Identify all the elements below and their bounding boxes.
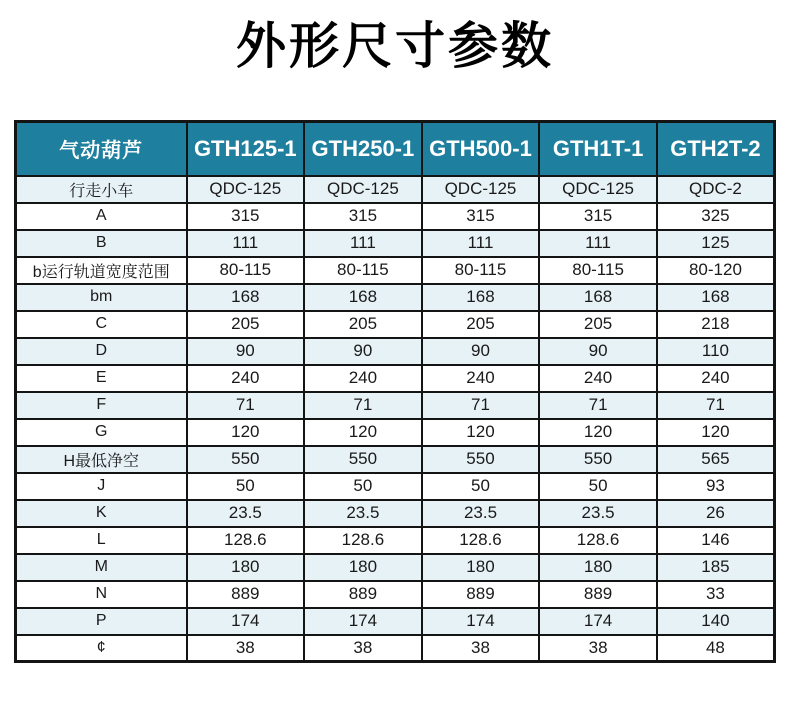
row-value: 128.6: [304, 527, 422, 554]
header-cell-product: 气动葫芦: [16, 122, 187, 176]
table-row: [16, 176, 775, 203]
row-value: 218: [657, 311, 775, 338]
row-value: 565: [657, 446, 775, 473]
header-cell-model-2: GTH250-1: [304, 122, 422, 176]
row-value: 33: [657, 581, 775, 608]
row-value: 90: [422, 338, 540, 365]
row-value: 71: [187, 392, 305, 419]
row-value: 50: [539, 473, 657, 500]
row-value: 111: [539, 230, 657, 257]
row-value: 23.5: [539, 500, 657, 527]
row-value: 889: [187, 581, 305, 608]
row-value: 140: [657, 608, 775, 635]
row-value: 205: [422, 311, 540, 338]
row-value: 180: [539, 554, 657, 581]
row-value: 205: [187, 311, 305, 338]
row-value: 550: [539, 446, 657, 473]
row-label: B: [16, 230, 187, 257]
row-label: bm: [16, 284, 187, 311]
row-value: 550: [187, 446, 305, 473]
row-label: C: [16, 311, 187, 338]
row-label: P: [16, 608, 187, 635]
row-value: 23.5: [187, 500, 305, 527]
row-value: 71: [539, 392, 657, 419]
row-label: K: [16, 500, 187, 527]
row-label: J: [16, 473, 187, 500]
row-value: 174: [304, 608, 422, 635]
row-value: 120: [187, 419, 305, 446]
row-value: 120: [304, 419, 422, 446]
row-value: 146: [657, 527, 775, 554]
table-row: [16, 635, 775, 662]
row-value: 315: [422, 203, 540, 230]
table-body: [16, 176, 775, 662]
row-value: 90: [539, 338, 657, 365]
row-value: 128.6: [187, 527, 305, 554]
row-value: 889: [422, 581, 540, 608]
row-value: 180: [187, 554, 305, 581]
row-value: 50: [422, 473, 540, 500]
row-value: 125: [657, 230, 775, 257]
row-value: 240: [657, 365, 775, 392]
row-value: QDC-2: [657, 176, 775, 203]
row-value: 180: [422, 554, 540, 581]
row-value: 168: [304, 284, 422, 311]
row-value: 111: [304, 230, 422, 257]
row-value: 26: [657, 500, 775, 527]
row-value: 240: [539, 365, 657, 392]
row-label: L: [16, 527, 187, 554]
table-row: [16, 608, 775, 635]
row-value: 38: [422, 635, 540, 662]
row-value: QDC-125: [539, 176, 657, 203]
table-row: [16, 284, 775, 311]
row-value: 80-115: [304, 257, 422, 284]
row-value: 174: [187, 608, 305, 635]
row-value: 71: [657, 392, 775, 419]
row-value: 38: [187, 635, 305, 662]
row-value: 111: [422, 230, 540, 257]
row-label: M: [16, 554, 187, 581]
row-value: 889: [304, 581, 422, 608]
row-value: 180: [304, 554, 422, 581]
row-value: 120: [539, 419, 657, 446]
row-value: 315: [539, 203, 657, 230]
row-value: 205: [539, 311, 657, 338]
row-value: 71: [304, 392, 422, 419]
header-cell-model-3: GTH500-1: [422, 122, 540, 176]
table-row: [16, 338, 775, 365]
row-value: 550: [304, 446, 422, 473]
row-value: 120: [422, 419, 540, 446]
dimension-spec-table: [14, 120, 776, 663]
row-label: 行走小车: [16, 176, 187, 203]
row-label: b运行轨道宽度范围: [16, 257, 187, 284]
row-value: 315: [304, 203, 422, 230]
table-row: [16, 500, 775, 527]
row-value: 38: [304, 635, 422, 662]
table-row: [16, 554, 775, 581]
row-value: 80-120: [657, 257, 775, 284]
row-value: 23.5: [304, 500, 422, 527]
row-value: 50: [304, 473, 422, 500]
table-row: [16, 473, 775, 500]
row-value: 110: [657, 338, 775, 365]
row-value: 50: [187, 473, 305, 500]
row-value: 315: [187, 203, 305, 230]
row-value: QDC-125: [304, 176, 422, 203]
row-value: 550: [422, 446, 540, 473]
header-row: [16, 122, 775, 176]
row-value: 889: [539, 581, 657, 608]
row-value: 205: [304, 311, 422, 338]
row-value: QDC-125: [422, 176, 540, 203]
row-label: G: [16, 419, 187, 446]
table-row: [16, 419, 775, 446]
table-row: [16, 446, 775, 473]
row-value: 120: [657, 419, 775, 446]
row-label: D: [16, 338, 187, 365]
row-label: F: [16, 392, 187, 419]
header-cell-model-1: GTH125-1: [187, 122, 305, 176]
table-row: [16, 527, 775, 554]
page-title: 外形尺寸参数: [236, 18, 554, 74]
table-row: [16, 581, 775, 608]
row-value: 38: [539, 635, 657, 662]
row-value: 185: [657, 554, 775, 581]
table-row: [16, 257, 775, 284]
row-value: 240: [304, 365, 422, 392]
row-value: 48: [657, 635, 775, 662]
row-value: 80-115: [422, 257, 540, 284]
header-cell-model-5: GTH2T-2: [657, 122, 775, 176]
row-value: 168: [187, 284, 305, 311]
row-value: 71: [422, 392, 540, 419]
row-value: 168: [539, 284, 657, 311]
row-label: N: [16, 581, 187, 608]
table-row: [16, 230, 775, 257]
row-label: A: [16, 203, 187, 230]
row-value: 128.6: [422, 527, 540, 554]
row-value: 174: [422, 608, 540, 635]
row-value: QDC-125: [187, 176, 305, 203]
table-row: [16, 392, 775, 419]
row-value: 168: [657, 284, 775, 311]
table-header: [16, 122, 775, 176]
header-cell-model-4: GTH1T-1: [539, 122, 657, 176]
table-row: [16, 365, 775, 392]
row-value: 240: [187, 365, 305, 392]
table-row: [16, 203, 775, 230]
row-value: 93: [657, 473, 775, 500]
row-value: 240: [422, 365, 540, 392]
row-value: 325: [657, 203, 775, 230]
row-label: E: [16, 365, 187, 392]
row-value: 80-115: [539, 257, 657, 284]
row-label: H最低净空: [16, 446, 187, 473]
row-value: 90: [304, 338, 422, 365]
table-row: [16, 311, 775, 338]
row-value: 174: [539, 608, 657, 635]
row-value: 168: [422, 284, 540, 311]
row-value: 90: [187, 338, 305, 365]
row-value: 128.6: [539, 527, 657, 554]
row-value: 80-115: [187, 257, 305, 284]
row-label: ¢: [16, 635, 187, 662]
row-value: 23.5: [422, 500, 540, 527]
row-value: 111: [187, 230, 305, 257]
